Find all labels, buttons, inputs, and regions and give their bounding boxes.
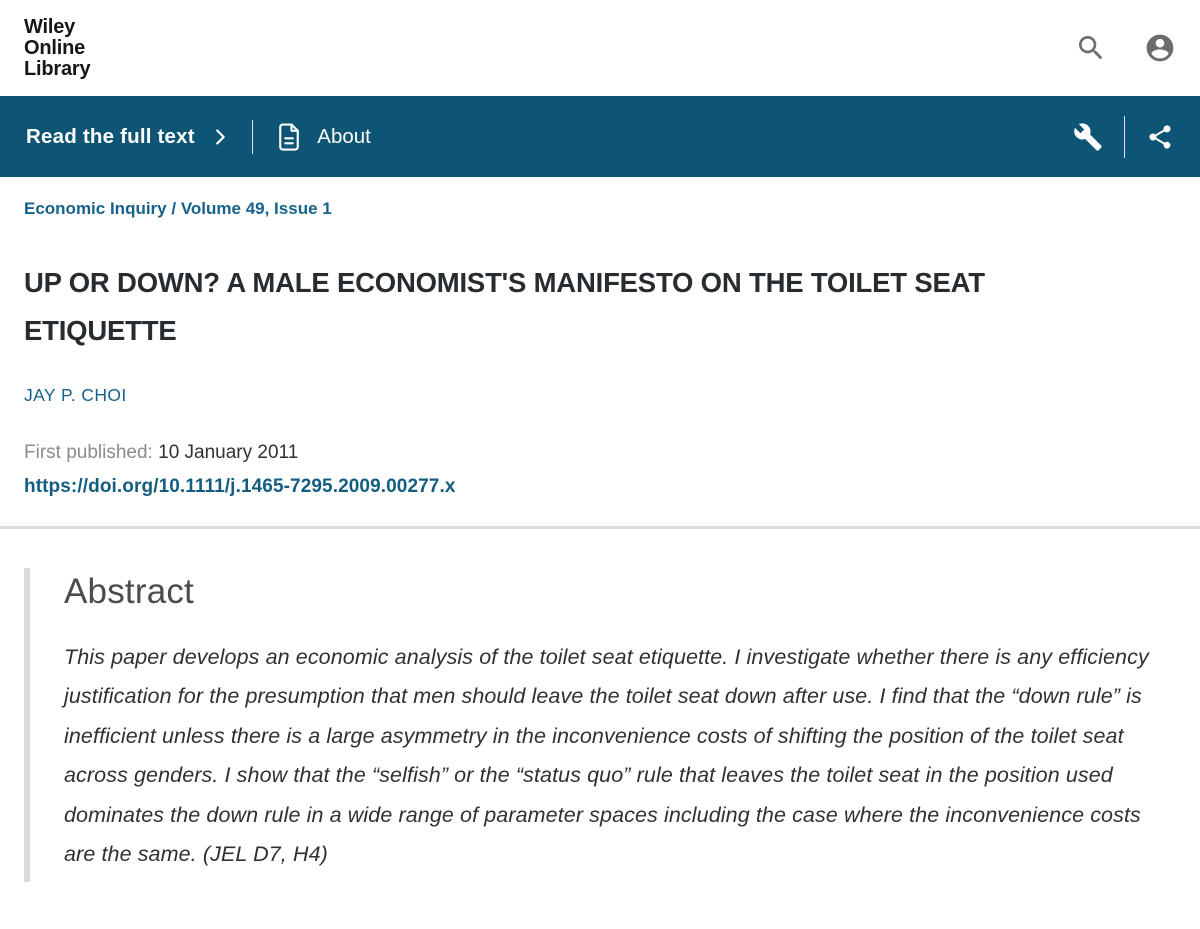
wiley-logo[interactable] bbox=[24, 17, 90, 80]
read-full-text-label: Read the full text bbox=[26, 124, 195, 148]
site-header bbox=[0, 0, 1200, 96]
article-toolbar bbox=[0, 96, 1200, 177]
article-title: UP OR DOWN? A MALE ECONOMIST'S MANIFESTO ON THE TOILET SEAT ETIQUETTE bbox=[24, 267, 985, 346]
doi-line bbox=[24, 476, 1176, 498]
toolbar-right bbox=[1073, 116, 1175, 158]
logo-line: Wiley bbox=[24, 15, 76, 38]
chevron-right-icon bbox=[209, 126, 231, 148]
first-published-label: First published: bbox=[24, 442, 153, 463]
doi-link[interactable]: https://doi.org/10.1111/j.1465-7295.2009.00277.x bbox=[24, 476, 456, 497]
search-icon[interactable] bbox=[1075, 32, 1107, 64]
breadcrumb bbox=[24, 199, 1176, 219]
wrench-icon[interactable] bbox=[1073, 122, 1103, 152]
author-link[interactable]: JAY P. CHOI bbox=[24, 385, 127, 405]
read-full-text-link[interactable] bbox=[26, 125, 231, 149]
first-published-date: 10 January 2011 bbox=[158, 442, 299, 463]
about-link[interactable] bbox=[274, 122, 371, 152]
article-content bbox=[0, 199, 1200, 498]
account-icon[interactable] bbox=[1144, 32, 1176, 64]
logo-line: Online bbox=[24, 36, 86, 59]
abstract-text: This paper develops an economic analysis of the toilet seat etiquette. I investigate whether there is any efficiency justification for the presumption that men should leave the toilet seat down after use. I find that the “down rule” is inefficient unless there is a large asymmetry in the inconvenience costs of shifting the position of the toilet seat across genders. I show that the “selfish” or the “status quo” rule that leaves the toilet seat in the position used dominates the down rule in a wide range of parameter spaces including the case where the inconvenience costs are the same. (JEL D7, H4) bbox=[64, 645, 1149, 867]
breadcrumb-separator: / bbox=[171, 199, 177, 218]
breadcrumb-issue-link[interactable]: Volume 49, Issue 1 bbox=[180, 199, 332, 218]
logo-line: Library bbox=[24, 57, 91, 80]
abstract-heading: Abstract bbox=[64, 572, 194, 611]
toolbar-left bbox=[26, 120, 371, 154]
breadcrumb-journal-link[interactable]: Economic Inquiry bbox=[24, 199, 167, 218]
toolbar-divider bbox=[1124, 116, 1126, 158]
document-icon bbox=[274, 122, 304, 152]
section-divider bbox=[0, 526, 1200, 529]
about-label: About bbox=[317, 124, 371, 148]
header-icons bbox=[1075, 32, 1176, 64]
share-icon[interactable] bbox=[1146, 123, 1174, 151]
first-published bbox=[24, 442, 1176, 464]
abstract-section bbox=[24, 568, 1176, 882]
toolbar-divider bbox=[252, 120, 254, 154]
